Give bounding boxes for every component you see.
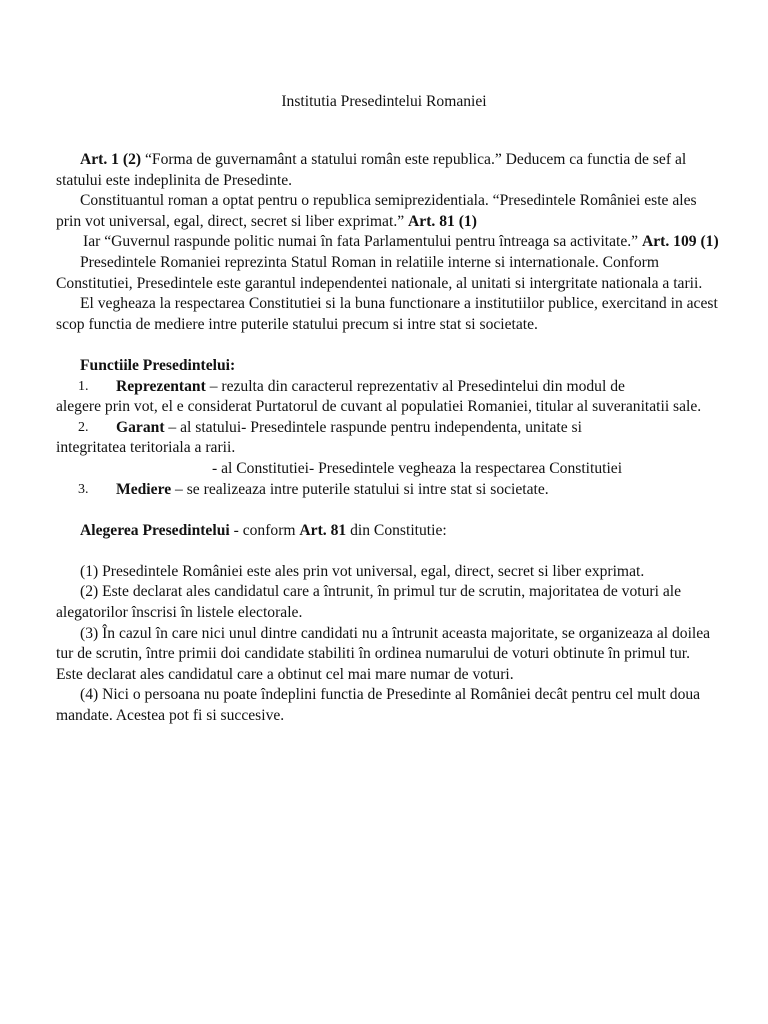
list-text xyxy=(56,377,720,418)
list-number: 1. xyxy=(78,378,89,394)
functions-heading xyxy=(56,356,720,377)
list-item-function-3 xyxy=(56,480,720,501)
paragraph-text: “Forma de guvernamânt a statului român este republica.” Deducem ca functia de sef al statului este indeplinita de Presedinte. xyxy=(56,151,687,189)
list-text xyxy=(116,480,720,501)
election-heading-text: Alegerea Presedintelui xyxy=(80,521,230,539)
function-desc: – se realizeaza intre puterile statului si intre stat si societate. xyxy=(171,480,549,498)
function-term: Reprezentant xyxy=(116,377,206,395)
list-text xyxy=(56,418,720,459)
paragraph-text: Iar “Guvernul raspunde politic numai în fata Parlamentului pentru întreaga sa activitate.” xyxy=(83,233,642,251)
election-heading-tail: din Constitutie: xyxy=(346,521,447,539)
function-desc: – al statului- Presedintele raspunde pentru independenta, unitate si xyxy=(164,418,582,436)
art-ref: Art. 1 xyxy=(80,151,119,168)
function-desc: – rezulta din caracterul reprezentativ al Presedintelui din modul de xyxy=(205,377,625,395)
election-item-3: (3) În cazul în care nici unul dintre candidati nu a întrunit aceasta majoritate, se organizeaza al doilea tur de scrutin, între primii doi candidate stabiliti în ordinea numarului de voturi obtinute în primul tur. Este declarat ales candidatul care a obtinut cel mai mare numar de voturi. xyxy=(56,624,711,683)
election-item-2: (2) Este declarat ales candidatul care a întrunit, în primul tur de scrutin, majoritatea de voturi ale alegatorilor înscrisi în listele electorale. xyxy=(56,583,681,622)
art-num: (2) xyxy=(122,151,142,168)
function-term: Mediere xyxy=(116,480,172,498)
paragraph-guvernul xyxy=(56,232,720,253)
list-item-function-1 xyxy=(56,377,720,418)
list-item-function-2 xyxy=(56,418,720,459)
function-desc-cont: alegere prin vot, el e considerat Purtatorul de cuvant al populatiei Romaniei, titular al suveranitatii sale. xyxy=(56,398,702,416)
paragraph-semiprezidentiala xyxy=(56,191,720,232)
list-number: 2. xyxy=(78,419,89,435)
spacer xyxy=(56,500,720,521)
function-term: Garant xyxy=(116,418,165,436)
function-2-subline: - al Constitutiei- Presedintele vegheaza la respectarea Constitutiei xyxy=(212,459,623,477)
election-item-1: (1) Presedintele României este ales prin vot universal, egal, direct, secret si liber exprimat. xyxy=(80,562,645,580)
election-heading-mid: - conform xyxy=(229,521,300,539)
document-body xyxy=(56,150,720,727)
spacer xyxy=(56,335,720,356)
functions-heading-text: Functiile Presedintelui: xyxy=(80,356,236,374)
document-title: Institutia Presedintelui Romaniei xyxy=(281,93,487,110)
paragraph-text: Constituantul roman a optat pentru o republica semiprezidentiala. “Presedintele României este ales prin vot universal, egal, direct, secret si liber exprimat.” xyxy=(56,192,697,230)
art-ref: Art. 81 xyxy=(299,521,347,539)
paragraph-vegheaza: El vegheaza la respectarea Constitutiei si la buna functionare a institutiilor publice, exercitand in acest scop functia de mediere intre puterile statului precum si intre stat si societate. xyxy=(56,295,718,333)
election-item-4: (4) Nici o persoana nu poate îndeplini functia de Presedinte al României decât pentru cel mult doua mandate. Acestea pot fi si succesive. xyxy=(56,686,701,725)
paragraph-art1 xyxy=(56,150,720,191)
list-number: 3. xyxy=(78,481,89,497)
paragraph-reprezinta: Presedintele Romaniei reprezinta Statul Roman in relatiile interne si internationale. Conform Constitutiei, Presedintele este garantul independentei nationale, al unitati si intergritate nationala a tarii. xyxy=(56,253,703,292)
art-ref: Art. 109 (1) xyxy=(642,233,719,251)
art-ref: Art. 81 (1) xyxy=(408,212,477,230)
spacer xyxy=(56,541,720,562)
function-desc-cont: integritatea teritoriala a rarii. xyxy=(56,439,236,457)
election-heading xyxy=(56,521,720,542)
